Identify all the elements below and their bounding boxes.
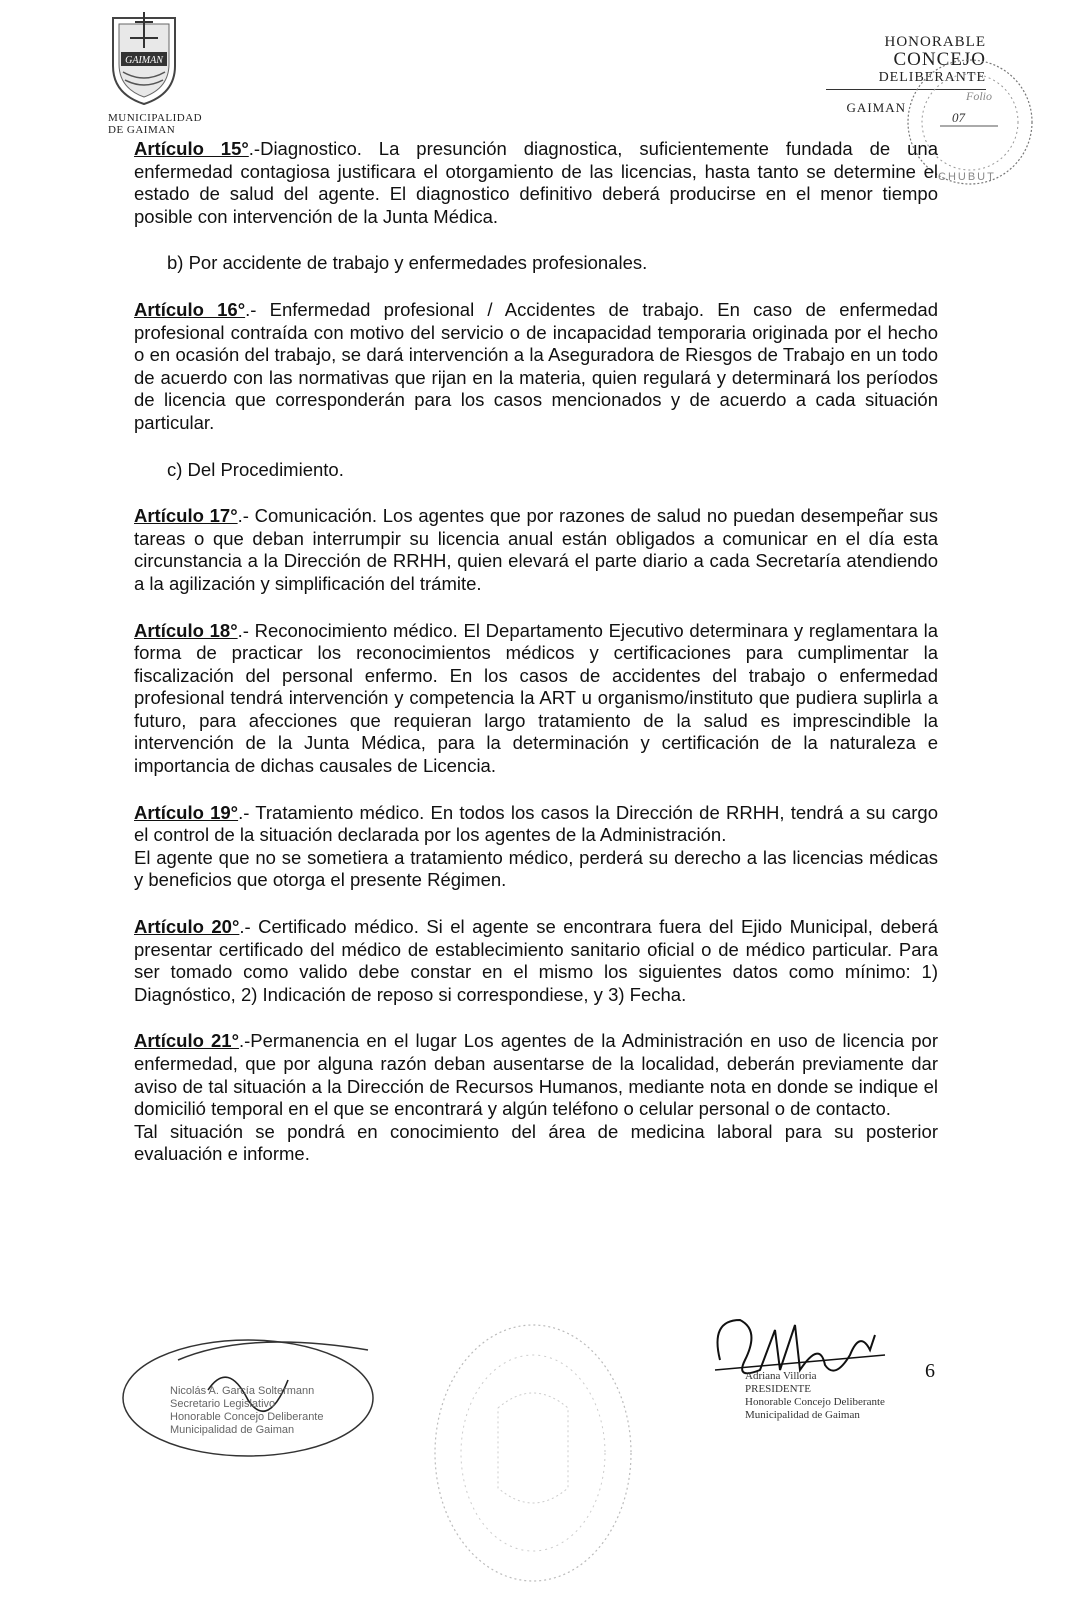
folio-number: 07: [952, 110, 965, 125]
president-name: Adriana Villoria: [745, 1370, 817, 1382]
article-18: [134, 620, 938, 778]
article-19-text: .- Tratamiento médico. En todos los casos la Dirección de RRHH, tendrá a su cargo el control de la situación declarada por los agentes de la Administración.: [134, 801, 938, 846]
article-17: [134, 505, 938, 595]
article-15-heading: Artículo 15°: [134, 138, 249, 159]
secretary-name: Nicolás A. García Soltermann: [170, 1385, 315, 1397]
article-21-second-paragraph: Tal situación se pondrá en conocimiento del área de medicina laboral para su posterior evaluación e informe.: [134, 1120, 938, 1165]
article-18-heading: Artículo 18°: [134, 619, 238, 641]
document-body: [134, 138, 938, 1166]
article-20: [134, 916, 938, 1006]
president-title: PRESIDENTE: [745, 1383, 811, 1395]
section-c: c) Del Procedimiento.: [167, 458, 344, 480]
council-line-1: HONORABLE: [884, 34, 986, 50]
article-19: [134, 802, 938, 847]
municipality-line-2: DE GAIMAN: [108, 124, 176, 136]
municipal-crest-logo: [105, 8, 183, 106]
secretary-signature-block: [170, 1385, 390, 1437]
municipality-line-1: MUNICIPALIDAD: [108, 112, 203, 124]
council-line-4: GAIMAN: [846, 100, 906, 115]
article-21-heading: Artículo 21°: [134, 1030, 239, 1052]
article-19-heading: Artículo 19°: [134, 801, 239, 823]
president-municipality: Municipalidad de Gaiman: [745, 1409, 860, 1421]
secretary-title: Secretario Legislativo: [170, 1398, 276, 1410]
president-signature-block: [745, 1370, 925, 1422]
municipality-label: [108, 112, 228, 136]
article-16-heading: Artículo 16°: [134, 298, 246, 320]
article-16: [134, 299, 938, 435]
council-line-3: DELIBERANTE: [826, 70, 986, 90]
president-body: Honorable Concejo Deliberante: [745, 1396, 885, 1408]
secretary-municipality: Municipalidad de Gaiman: [170, 1424, 295, 1436]
article-15-text: .-Diagnostico. La presunción diagnostica, suficientemente fundada de una enfermedad contagiosa justificara el otorgamiento de las licencias, hasta tanto se determine el estado de salud del agente. El diagnostico definitivo deberá producirse en el menor tiempo posible con intervención de la Junta Médica.: [134, 138, 938, 227]
article-20-heading: Artículo 20°: [134, 916, 240, 938]
article-16-text: .- Enfermedad profesional / Accidentes de trabajo. En caso de enfermedad profesional contraída con motivo del servicio o de incapacidad temporaria originada por el hecho o en ocasión del trabajo, se dará intervención a la Aseguradora de Riesgos de Trabajo en un todo de acuerdo con las normativas que rijan en la materia, quien regulará y determinará los períodos de licencia que corresponderán para los casos mencionados y de acuerdo a cada situación particular.: [134, 298, 938, 433]
page-number: 6: [925, 1360, 935, 1382]
secretary-body: Honorable Concejo Deliberante: [170, 1411, 324, 1423]
article-19-second-paragraph: El agente que no se sometiera a tratamiento médico, perderá su derecho a las licencias médicas y beneficios que otorga el presente Régimen.: [134, 846, 938, 891]
stamp-text: CHUBUT: [938, 171, 996, 183]
article-15: [134, 138, 938, 228]
embossed-seal: [428, 1318, 638, 1588]
folio-label: Folio: [966, 89, 992, 103]
section-b: b) Por accidente de trabajo y enfermedades profesionales.: [167, 252, 648, 274]
council-line-2: CONCEJO: [893, 49, 986, 70]
article-21-text: .-Permanencia en el lugar Los agentes de la Administración en uso de licencia por enfermedad, que por alguna razón deban ausentarse de la localidad, deberán previamente dar aviso de tal situación a la Dirección de Recursos Humanos, mediante nota en donde se indique el domicilió temporal en el que se encontrará y algún teléfono o celular personal o de contacto.: [134, 1030, 938, 1120]
svg-text:GAIMAN: GAIMAN: [125, 55, 163, 66]
article-17-text: .- Comunicación. Los agentes que por razones de salud no puedan desempeñar sus tareas o que deban interrumpir su licencia anual están obligados a comunicar en el día esta circunstancia a la Dirección de RRHH, quien elevará el parte diario a cada Secretaría atendiendo a la agilización y simplificación del trámite.: [134, 505, 938, 594]
article-21: [134, 1030, 938, 1120]
article-20-text: .- Certificado médico. Si el agente se encontrara fuera del Ejido Municipal, deberá presentar certificado del médico de establecimiento sanitario oficial o de médico particular. Para ser tomado como valido debe constar en el mismo los siguientes datos como mínimo: 1) Diagnóstico, 2) Indicación de reposo si correspondiese, y 3) Fecha.: [134, 916, 938, 1005]
article-17-heading: Artículo 17°: [134, 505, 238, 527]
article-18-text: .- Reconocimiento médico. El Departamento Ejecutivo determinara y reglamentara la forma de practicar los reconocimientos médicos y certificaciones para cumplimentar la fiscalización del personal enfermo. En los casos de accidentes del trabajo o enfermedad profesional tendrá intervención y competencia la ART u organismo/instituto que pudiera suplirla a futuro, para afecciones que requieran largo tratamiento de la salud es imprescindible la intervención de la Junta Médica, para la determinación y certificación de la naturaleza e importancia de dichas causales de Licencia.: [134, 619, 938, 777]
